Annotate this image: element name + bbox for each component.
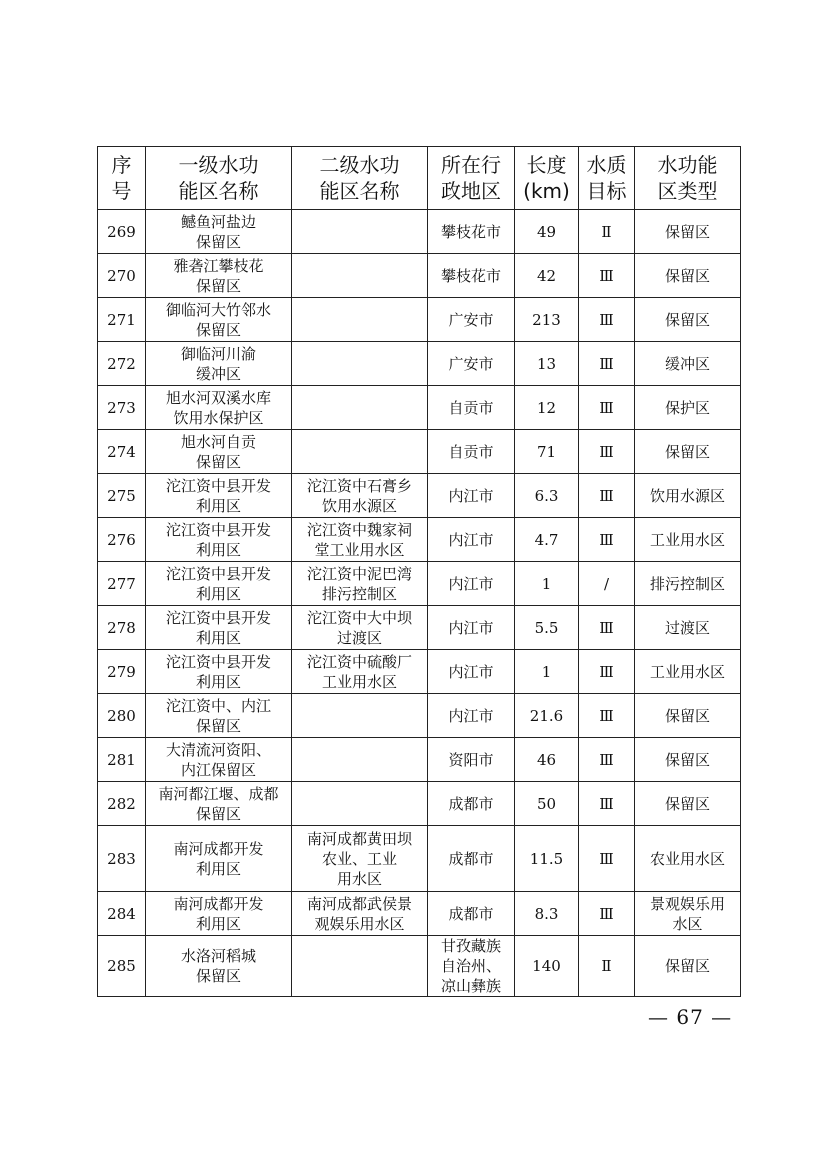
cell-zone1 xyxy=(146,342,292,386)
cell-target xyxy=(579,474,635,518)
table-body xyxy=(98,210,741,997)
cell-type xyxy=(635,606,741,650)
cell-no xyxy=(98,782,146,826)
cell-target-text: Ⅲ xyxy=(599,618,614,637)
table-row xyxy=(98,650,741,694)
cell-region xyxy=(428,298,515,342)
cell-region xyxy=(428,430,515,474)
cell-region xyxy=(428,386,515,430)
cell-target-text: Ⅲ xyxy=(599,442,614,461)
cell-no xyxy=(98,254,146,298)
cell-zone2-text: 沱江资中魏家祠 堂工业用水区 xyxy=(306,520,412,559)
cell-target xyxy=(579,342,635,386)
cell-length xyxy=(515,210,579,254)
cell-no-text: 272 xyxy=(107,354,136,373)
cell-no-text: 281 xyxy=(107,750,136,769)
cell-region-text: 内江市 xyxy=(448,706,494,725)
cell-length-text: 6.3 xyxy=(534,486,559,505)
cell-type xyxy=(635,386,741,430)
cell-zone2-text: 南河成都黄田坝 农业、工业 用水区 xyxy=(306,829,412,888)
cell-zone2 xyxy=(292,694,428,738)
cell-no-text: 284 xyxy=(107,904,136,923)
cell-length-text: 12 xyxy=(536,398,557,417)
cell-target-text: Ⅲ xyxy=(599,530,614,549)
cell-type xyxy=(635,826,741,892)
cell-type-text: 景观娱乐用 水区 xyxy=(649,894,725,933)
cell-no-text: 282 xyxy=(107,794,136,813)
cell-region xyxy=(428,892,515,936)
cell-zone2 xyxy=(292,738,428,782)
cell-region-text: 内江市 xyxy=(448,662,494,681)
cell-length-text: 1 xyxy=(541,574,552,593)
cell-zone1 xyxy=(146,606,292,650)
cell-target xyxy=(579,210,635,254)
cell-no xyxy=(98,386,146,430)
cell-region xyxy=(428,826,515,892)
cell-type xyxy=(635,738,741,782)
cell-type-text: 保留区 xyxy=(664,794,710,813)
cell-zone1-text: 大清流河资阳、 内江保留区 xyxy=(165,740,271,779)
header-zone2: 二级水功 能区名称 xyxy=(292,147,428,210)
cell-no xyxy=(98,650,146,694)
cell-zone2 xyxy=(292,518,428,562)
cell-length xyxy=(515,430,579,474)
cell-region xyxy=(428,738,515,782)
cell-zone1 xyxy=(146,562,292,606)
table-header-row xyxy=(98,147,741,210)
cell-zone2 xyxy=(292,892,428,936)
cell-zone1-text: 沱江资中县开发 利用区 xyxy=(165,476,271,515)
cell-type-text: 缓冲区 xyxy=(664,354,710,373)
header-no: 序 号 xyxy=(98,147,146,210)
cell-type xyxy=(635,342,741,386)
table-row xyxy=(98,892,741,936)
cell-type xyxy=(635,430,741,474)
cell-no-text: 274 xyxy=(107,442,136,461)
cell-zone1 xyxy=(146,892,292,936)
cell-zone1-text: 御临河大竹邻水 保留区 xyxy=(165,300,271,339)
cell-zone2 xyxy=(292,650,428,694)
header-zone1: 一级水功 能区名称 xyxy=(146,147,292,210)
table-row xyxy=(98,386,741,430)
cell-length xyxy=(515,254,579,298)
cell-type-text: 保护区 xyxy=(664,398,710,417)
cell-length xyxy=(515,342,579,386)
cell-zone1 xyxy=(146,936,292,997)
cell-no-text: 280 xyxy=(107,706,136,725)
cell-type xyxy=(635,782,741,826)
cell-target xyxy=(579,562,635,606)
cell-zone2-text: 沱江资中泥巴湾 排污控制区 xyxy=(306,564,412,603)
cell-region xyxy=(428,606,515,650)
cell-zone2 xyxy=(292,210,428,254)
cell-zone1-text: 沱江资中县开发 利用区 xyxy=(165,520,271,559)
cell-type xyxy=(635,936,741,997)
cell-zone2 xyxy=(292,606,428,650)
cell-zone1 xyxy=(146,254,292,298)
cell-type-text: 工业用水区 xyxy=(649,662,725,681)
cell-type-text: 保留区 xyxy=(664,310,710,329)
cell-zone1-text: 御临河川渝 缓冲区 xyxy=(180,344,256,383)
cell-zone1 xyxy=(146,474,292,518)
cell-type-text: 保留区 xyxy=(664,442,710,461)
header-target: 水质 目标 xyxy=(579,147,635,210)
cell-no-text: 285 xyxy=(107,957,136,975)
cell-type-text: 过渡区 xyxy=(664,618,710,637)
cell-region-text: 资阳市 xyxy=(448,750,494,769)
cell-no xyxy=(98,342,146,386)
cell-length xyxy=(515,518,579,562)
cell-zone1-text: 旭水河自贡 保留区 xyxy=(180,432,256,471)
cell-no-text: 277 xyxy=(107,574,136,593)
cell-zone1 xyxy=(146,210,292,254)
cell-region-text: 内江市 xyxy=(448,530,494,549)
table-row xyxy=(98,430,741,474)
cell-no xyxy=(98,936,146,997)
cell-zone1-text: 雅砻江攀枝花 保留区 xyxy=(173,256,264,295)
cell-length xyxy=(515,694,579,738)
table-row xyxy=(98,782,741,826)
cell-length-text: 4.7 xyxy=(534,530,559,549)
cell-no-text: 279 xyxy=(107,662,136,681)
cell-type xyxy=(635,254,741,298)
cell-zone2-text: 沱江资中大中坝 过渡区 xyxy=(306,608,412,647)
cell-target-text: / xyxy=(603,574,610,593)
cell-target xyxy=(579,430,635,474)
cell-region-text: 攀枝花市 xyxy=(440,222,501,241)
cell-no xyxy=(98,694,146,738)
cell-region xyxy=(428,342,515,386)
cell-type-text: 保留区 xyxy=(664,706,710,725)
cell-region xyxy=(428,254,515,298)
cell-zone1-text: 沱江资中、内江 保留区 xyxy=(165,696,271,735)
cell-zone1 xyxy=(146,298,292,342)
cell-zone1-text: 沱江资中县开发 利用区 xyxy=(165,652,271,691)
cell-zone2 xyxy=(292,386,428,430)
table-row xyxy=(98,518,741,562)
cell-target xyxy=(579,386,635,430)
cell-region-text: 广安市 xyxy=(448,354,494,373)
header-type: 水功能 区类型 xyxy=(635,147,741,210)
cell-target xyxy=(579,694,635,738)
cell-zone1 xyxy=(146,738,292,782)
cell-region-text: 广安市 xyxy=(448,310,494,329)
cell-region xyxy=(428,650,515,694)
table-row xyxy=(98,342,741,386)
cell-target-text: Ⅲ xyxy=(599,706,614,725)
cell-zone2 xyxy=(292,826,428,892)
cell-no xyxy=(98,474,146,518)
cell-length-text: 140 xyxy=(532,957,561,975)
cell-target-text: Ⅲ xyxy=(599,794,614,813)
cell-zone2-text: 沱江资中石膏乡 饮用水源区 xyxy=(306,476,412,515)
cell-region-text: 攀枝花市 xyxy=(440,266,501,285)
cell-length xyxy=(515,782,579,826)
cell-zone2 xyxy=(292,430,428,474)
cell-length-text: 13 xyxy=(536,354,557,373)
cell-no-text: 283 xyxy=(107,849,136,868)
header-region: 所在行 政地区 xyxy=(428,147,515,210)
cell-no-text: 269 xyxy=(107,222,136,241)
page-number: — 67 — xyxy=(648,1005,733,1029)
cell-target xyxy=(579,738,635,782)
cell-no xyxy=(98,738,146,782)
cell-region-text: 内江市 xyxy=(448,486,494,505)
cell-zone2 xyxy=(292,298,428,342)
table-row xyxy=(98,606,741,650)
cell-zone1-text: 沱江资中县开发 利用区 xyxy=(165,564,271,603)
cell-no xyxy=(98,562,146,606)
cell-zone1-text: 水洛河稻城 保留区 xyxy=(180,947,256,985)
cell-target xyxy=(579,936,635,997)
cell-zone1-text: 鳡鱼河盐边 保留区 xyxy=(180,212,256,251)
table-row xyxy=(98,562,741,606)
cell-no xyxy=(98,430,146,474)
cell-target-text: Ⅲ xyxy=(599,849,614,868)
cell-no xyxy=(98,210,146,254)
cell-target-text: Ⅲ xyxy=(599,750,614,769)
cell-length xyxy=(515,650,579,694)
cell-length-text: 71 xyxy=(536,442,557,461)
cell-target-text: Ⅱ xyxy=(601,222,612,241)
cell-target xyxy=(579,826,635,892)
cell-length xyxy=(515,298,579,342)
table-row xyxy=(98,298,741,342)
cell-no xyxy=(98,606,146,650)
cell-type xyxy=(635,892,741,936)
cell-no-text: 275 xyxy=(107,486,136,505)
cell-target xyxy=(579,254,635,298)
cell-region xyxy=(428,562,515,606)
cell-zone2-text: 沱江资中硫酸厂 工业用水区 xyxy=(306,652,412,691)
cell-no-text: 273 xyxy=(107,398,136,417)
cell-target xyxy=(579,650,635,694)
cell-zone1 xyxy=(146,782,292,826)
cell-zone2 xyxy=(292,342,428,386)
table-row xyxy=(98,254,741,298)
cell-region xyxy=(428,782,515,826)
cell-type xyxy=(635,694,741,738)
cell-zone2 xyxy=(292,936,428,997)
cell-type xyxy=(635,518,741,562)
cell-no xyxy=(98,826,146,892)
cell-region-text: 内江市 xyxy=(448,574,494,593)
cell-zone1-text: 沱江资中县开发 利用区 xyxy=(165,608,271,647)
cell-type-text: 饮用水源区 xyxy=(649,486,725,505)
cell-length-text: 50 xyxy=(536,794,557,813)
cell-target-text: Ⅲ xyxy=(599,310,614,329)
cell-zone1-text: 南河成都开发 利用区 xyxy=(173,894,264,933)
cell-no-text: 270 xyxy=(107,266,136,285)
cell-no-text: 271 xyxy=(107,310,136,329)
cell-region xyxy=(428,936,515,997)
cell-target-text: Ⅲ xyxy=(599,904,614,923)
cell-length xyxy=(515,738,579,782)
table-row xyxy=(98,826,741,892)
cell-zone1-text: 南河成都开发 利用区 xyxy=(173,839,264,878)
cell-target-text: Ⅱ xyxy=(601,957,612,975)
cell-region xyxy=(428,518,515,562)
cell-type xyxy=(635,298,741,342)
cell-length xyxy=(515,892,579,936)
cell-region-text: 自贡市 xyxy=(448,442,494,461)
table-row xyxy=(98,474,741,518)
cell-length xyxy=(515,474,579,518)
cell-type xyxy=(635,650,741,694)
cell-region xyxy=(428,694,515,738)
cell-target xyxy=(579,606,635,650)
cell-zone1 xyxy=(146,694,292,738)
cell-length-text: 213 xyxy=(532,310,561,329)
cell-type-text: 排污控制区 xyxy=(649,574,725,593)
cell-length xyxy=(515,606,579,650)
cell-region-text: 自贡市 xyxy=(448,398,494,417)
table-row xyxy=(98,210,741,254)
cell-no xyxy=(98,892,146,936)
cell-target-text: Ⅲ xyxy=(599,266,614,285)
cell-no-text: 278 xyxy=(107,618,136,637)
cell-type xyxy=(635,210,741,254)
cell-zone2 xyxy=(292,562,428,606)
cell-type-text: 保留区 xyxy=(664,957,710,975)
cell-zone1-text: 南河都江堰、成都 保留区 xyxy=(158,784,279,823)
cell-type-text: 保留区 xyxy=(664,750,710,769)
cell-length xyxy=(515,386,579,430)
cell-target xyxy=(579,298,635,342)
water-function-zone-table xyxy=(97,146,741,997)
cell-target xyxy=(579,782,635,826)
cell-length-text: 1 xyxy=(541,662,552,681)
cell-no xyxy=(98,518,146,562)
table-row xyxy=(98,936,741,997)
cell-type xyxy=(635,562,741,606)
cell-no xyxy=(98,298,146,342)
cell-length-text: 5.5 xyxy=(534,618,559,637)
cell-target-text: Ⅲ xyxy=(599,354,614,373)
cell-length xyxy=(515,826,579,892)
cell-zone1 xyxy=(146,518,292,562)
header-length: 长度 (km) xyxy=(515,147,579,210)
cell-zone2 xyxy=(292,782,428,826)
cell-region-text: 成都市 xyxy=(448,904,494,923)
table-row xyxy=(98,694,741,738)
cell-length-text: 42 xyxy=(536,266,557,285)
cell-zone2-text: 南河成都武侯景 观娱乐用水区 xyxy=(306,894,412,933)
cell-region-text: 甘孜藏族 自治州、 凉山彝族 xyxy=(440,937,501,995)
cell-zone1 xyxy=(146,650,292,694)
cell-length xyxy=(515,562,579,606)
cell-zone2 xyxy=(292,254,428,298)
cell-zone1 xyxy=(146,386,292,430)
cell-length-text: 21.6 xyxy=(529,706,564,725)
table-row xyxy=(98,738,741,782)
cell-target-text: Ⅲ xyxy=(599,662,614,681)
cell-length-text: 8.3 xyxy=(534,904,559,923)
cell-target-text: Ⅲ xyxy=(599,398,614,417)
cell-length xyxy=(515,936,579,997)
cell-target-text: Ⅲ xyxy=(599,486,614,505)
cell-type-text: 保留区 xyxy=(664,222,710,241)
cell-region xyxy=(428,474,515,518)
cell-type xyxy=(635,474,741,518)
cell-type-text: 农业用水区 xyxy=(649,849,725,868)
cell-type-text: 保留区 xyxy=(664,266,710,285)
cell-length-text: 49 xyxy=(536,222,557,241)
cell-region xyxy=(428,210,515,254)
cell-length-text: 11.5 xyxy=(529,849,564,868)
cell-target xyxy=(579,518,635,562)
cell-no-text: 276 xyxy=(107,530,136,549)
cell-zone1-text: 旭水河双溪水库 饮用水保护区 xyxy=(165,388,271,427)
cell-zone2 xyxy=(292,474,428,518)
cell-type-text: 工业用水区 xyxy=(649,530,725,549)
cell-zone1 xyxy=(146,826,292,892)
cell-region-text: 成都市 xyxy=(448,849,494,868)
cell-region-text: 成都市 xyxy=(448,794,494,813)
cell-region-text: 内江市 xyxy=(448,618,494,637)
cell-length-text: 46 xyxy=(536,750,557,769)
cell-target xyxy=(579,892,635,936)
cell-zone1 xyxy=(146,430,292,474)
